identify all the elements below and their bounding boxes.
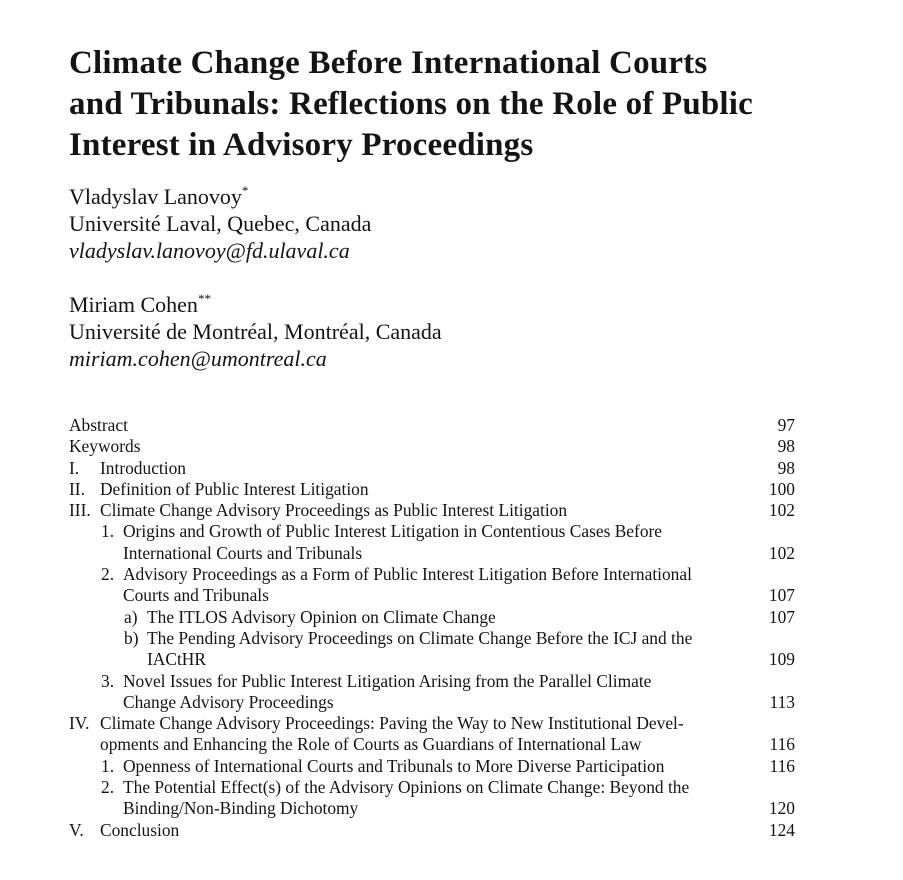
toc-entry-title-continued: opments and Enhancing the Role of Courts as Guardians of International Law xyxy=(100,734,642,755)
toc-entry-first-line xyxy=(101,671,735,692)
toc-entry-iii-1 xyxy=(69,521,795,564)
toc-entry-number: a) xyxy=(124,606,138,627)
author-email[interactable]: vladyslav.lanovoy@fd.ulaval.ca xyxy=(69,238,350,263)
toc-entry-first-line xyxy=(69,713,735,734)
toc-entry-title: Novel Issues for Public Interest Litigation Arising from the Parallel Climate xyxy=(123,670,652,691)
toc-entry-number: V. xyxy=(69,819,84,840)
toc-entry-title: Keywords xyxy=(69,436,141,457)
toc-entry-number: 3. xyxy=(101,670,115,691)
toc-entry-section-iv xyxy=(69,713,795,756)
toc-page-number: 124 xyxy=(768,819,795,840)
author-footnote-marker: * xyxy=(241,183,249,198)
title-line: Interest in Advisory Proceedings xyxy=(69,127,534,163)
toc-page-number: 107 xyxy=(768,585,795,606)
toc-entry-title: Abstract xyxy=(69,415,128,435)
title-line: and Tribunals: Reflections on the Role of Public xyxy=(69,86,754,122)
toc-entry-iv-2 xyxy=(69,777,795,820)
toc-entry-title-continued: Change Advisory Proceedings xyxy=(123,691,334,712)
toc-entry-introduction xyxy=(69,458,795,479)
author-footnote-marker: ** xyxy=(197,291,211,306)
toc-entry-title-continued: IACtHR xyxy=(147,649,206,670)
toc-entry-abstract xyxy=(69,415,795,436)
toc-entry-number: 1. xyxy=(101,521,115,542)
toc-entry-number: I. xyxy=(69,457,80,478)
toc-page-number: 100 xyxy=(768,478,795,499)
author-affiliation: Université de Montréal, Montréal, Canada xyxy=(69,319,442,344)
toc-entry-first-line xyxy=(101,521,735,542)
title-line: Climate Change Before International Courts xyxy=(69,45,708,81)
toc-entry-title-continued: International Courts and Tribunals xyxy=(123,542,363,563)
toc-entry-iv-1 xyxy=(69,756,795,777)
toc-entry-title: Conclusion xyxy=(100,819,180,840)
toc-entry-iii-2-b xyxy=(69,628,795,671)
toc-page-number: 107 xyxy=(768,606,795,627)
toc-entry-title-continued: Binding/Non-Binding Dichotomy xyxy=(123,798,359,819)
toc-page-number: 98 xyxy=(777,457,795,478)
toc-entry-section-iii xyxy=(69,500,795,521)
table-of-contents xyxy=(69,415,795,841)
toc-page-number: 113 xyxy=(769,691,795,712)
author-name-line xyxy=(69,291,442,318)
toc-entry-title: The ITLOS Advisory Opinion on Climate Change xyxy=(147,606,496,627)
author-affiliation: Université Laval, Quebec, Canada xyxy=(69,211,372,236)
toc-entry-title: The Potential Effect(s) of the Advisory Opinions on Climate Change: Beyond the xyxy=(123,777,690,798)
toc-entry-keywords xyxy=(69,436,795,457)
toc-entry-title: Climate Change Advisory Proceedings as Public Interest Litigation xyxy=(100,500,568,521)
toc-page-number: 102 xyxy=(768,500,795,521)
author-name: Vladyslav Lanovoy xyxy=(69,184,242,209)
toc-entry-first-line xyxy=(101,777,735,798)
toc-entry-iii-2 xyxy=(69,564,795,607)
toc-entry-number: 1. xyxy=(101,755,115,776)
toc-entry-title: Definition of Public Interest Litigation xyxy=(100,478,369,499)
toc-entry-iii-3 xyxy=(69,671,795,714)
author-block-2 xyxy=(69,291,442,372)
toc-page-number: 97 xyxy=(777,415,795,435)
toc-page-number: 102 xyxy=(768,542,795,563)
toc-entry-number: 2. xyxy=(101,777,115,798)
toc-entry-title: Openness of International Courts and Tribunals to More Diverse Participation xyxy=(123,755,665,776)
toc-entry-number: 2. xyxy=(101,564,115,585)
toc-entry-conclusion xyxy=(69,820,795,841)
toc-entry-title: Advisory Proceedings as a Form of Public Interest Litigation Before International xyxy=(123,564,692,585)
toc-entry-number: II. xyxy=(69,478,85,499)
toc-entry-number: III. xyxy=(69,500,91,521)
toc-entry-definition xyxy=(69,479,795,500)
toc-page-number: 116 xyxy=(769,734,795,755)
toc-page-number: 120 xyxy=(768,798,795,819)
toc-page-number: 109 xyxy=(768,649,795,670)
toc-entry-title: Climate Change Advisory Proceedings: Paving the Way to New Institutional Devel- xyxy=(100,713,684,734)
toc-entry-title: Introduction xyxy=(100,457,186,478)
author-email[interactable]: miriam.cohen@umontreal.ca xyxy=(69,346,327,371)
toc-entry-first-line xyxy=(101,564,735,585)
toc-entry-title-continued: Courts and Tribunals xyxy=(123,585,269,606)
toc-entry-title: Origins and Growth of Public Interest Litigation in Contentious Cases Before xyxy=(123,521,663,542)
toc-page-number: 98 xyxy=(777,436,795,457)
author-name-line xyxy=(69,183,371,210)
toc-entry-title: The Pending Advisory Proceedings on Climate Change Before the ICJ and the xyxy=(147,627,693,648)
toc-entry-iii-2-a xyxy=(69,607,795,628)
toc-entry-number: b) xyxy=(124,627,139,648)
author-name: Miriam Cohen xyxy=(69,292,198,317)
toc-entry-number: IV. xyxy=(69,713,90,734)
toc-entry-first-line xyxy=(124,628,735,649)
article-title xyxy=(69,43,849,166)
author-block-1 xyxy=(69,183,371,264)
toc-page-number: 116 xyxy=(769,755,795,776)
